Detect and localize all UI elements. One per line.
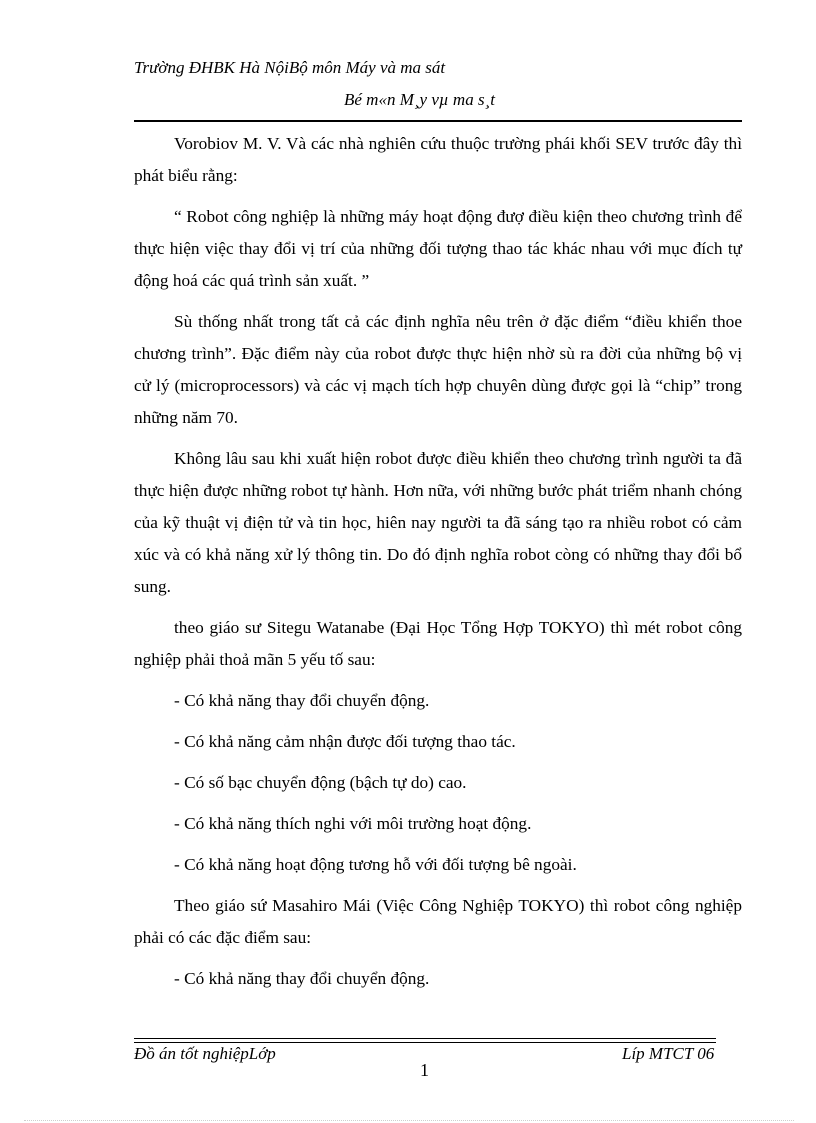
footer-left: Đồ án tốt nghiệpLớp	[134, 1044, 276, 1063]
list-item: - Có khả năng thay đổi chuyển động.	[174, 969, 430, 988]
list-item: - Có khả năng hoạt động tương hỗ với đối tượng bê ngoài.	[174, 855, 577, 874]
paragraph: “ Robot công nghiệp là những máy hoạt động đượ điều kiện theo chương trình để thực hiện việc thay đổi vị trí của những đối tượng thao tác khác nhau với mục đích tự động hoá các quá trình sản xuất. ”	[134, 207, 742, 290]
page-number: 1	[420, 1060, 429, 1080]
footer-rule	[134, 1038, 716, 1043]
paragraph: Vorobiov M. V. Và các nhà nghiên cứu thuộc trường phái khối SEV trước đây thì phát biểu rằng:	[134, 134, 742, 185]
header-line-2: Bé m«n M¸y vµ ma s¸t	[344, 90, 495, 109]
list-item: - Có khả năng thay đổi chuyển động.	[174, 691, 430, 710]
list-item: - Có khả năng cảm nhận được đối tượng thao tác.	[174, 732, 516, 751]
header-rule	[134, 120, 742, 122]
list-item: - Có số bạc chuyển động (bậch tự do) cao.	[174, 773, 467, 792]
paragraph: Không lâu sau khi xuất hiện robot được điều khiển theo chương trình người ta đã thực hiện được những robot tự hành. Hơn nữa, với những bước phát triểm nhanh chóng của kỹ thuật vị điện tử và tin học, hiên nay người ta đã sáng tạo ra nhiều robot có cảm xúc và có khả năng xử lý thông tin. Do đó định nghĩa robot còng có những thay đổi bổ sung.	[134, 449, 742, 596]
paragraph: Theo giáo sứ Masahiro Mái (Việc Công Nghiệp TOKYO) thì robot công nghiệp phải có các đặc điểm sau:	[134, 896, 742, 947]
paragraph: Sù thống nhất trong tất cả các định nghĩa nêu trên ở đặc điểm “điều khiển thoe chương trình”. Đặc điểm này của robot được thực hiện nhờ sù ra đời của những bộ vị cử lý (microprocessors) và các vị mạch tích hợp chuyên dùng được gọi là “chip” trong những năm 70.	[134, 312, 742, 427]
list-item: - Có khả năng thích nghi với môi trường hoạt động.	[174, 814, 532, 833]
paragraph: theo giáo sư Sitegu Watanabe (Đại Học Tổng Hợp TOKYO) thì mét robot công nghiệp phải thoả mãn 5 yếu tố sau:	[134, 618, 742, 669]
footer-right: Líp MTCT 06	[622, 1044, 715, 1063]
page-bottom-dotted-line	[24, 1120, 794, 1121]
header-line-1: Trường ĐHBK Hà NộiBộ môn Máy và ma sát	[134, 58, 446, 77]
document-body	[134, 128, 742, 1004]
